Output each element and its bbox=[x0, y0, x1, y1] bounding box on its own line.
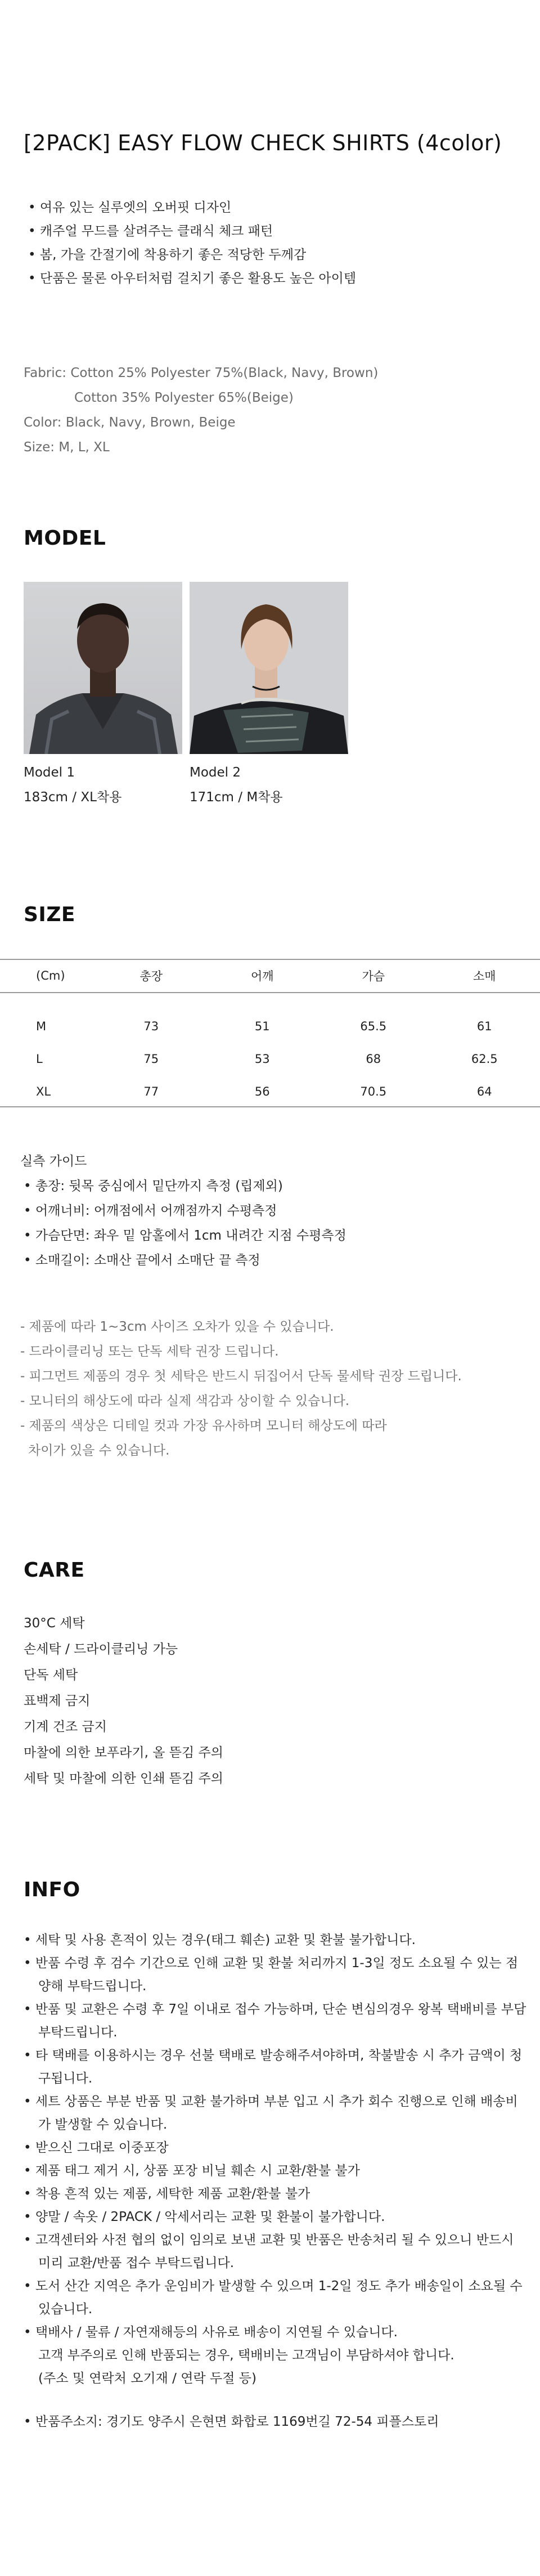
table-cell: M bbox=[36, 1020, 47, 1033]
info-item: • 반품 수령 후 검수 기간으로 인해 교환 및 환불 처리까지 1-3일 정도 소요될 수 있는 점 양해 부탁드립니다. bbox=[24, 1952, 530, 1998]
guide-item: • 어깨너비: 어깨점에서 어깨점까지 수평측정 bbox=[20, 1199, 346, 1223]
intro-item: • 단품은 물론 아우터처럼 걸치기 좋은 활용도 높은 아이템 bbox=[28, 267, 356, 290]
care-item: 30°C 세탁 bbox=[24, 1616, 85, 1631]
care-item: 세탁 및 마찰에 의한 인쇄 뜯김 주의 bbox=[24, 1771, 223, 1786]
note-line: - 피그먼트 제품의 경우 첫 세탁은 반드시 뒤집어서 단독 물세탁 권장 드립니다. bbox=[20, 1369, 462, 1384]
intro-item: • 봄, 가을 간절기에 착용하기 좋은 적당한 두께감 bbox=[28, 243, 356, 267]
table-cell: 77 bbox=[143, 1085, 159, 1098]
column-header: 소매 bbox=[472, 970, 496, 983]
product-specs bbox=[24, 361, 378, 460]
size-notes bbox=[20, 1314, 462, 1463]
size-heading: SIZE bbox=[24, 903, 76, 926]
guide-title: 실측 가이드 bbox=[20, 1154, 87, 1169]
care-item: 표백제 금지 bbox=[24, 1694, 91, 1708]
product-title: [2PACK] EASY FLOW CHECK SHIRTS (4color) bbox=[24, 131, 502, 155]
color-line: Color: Black, Navy, Brown, Beige bbox=[24, 415, 236, 430]
size-line: Size: M, L, XL bbox=[24, 440, 110, 455]
table-cell: 61 bbox=[476, 1020, 492, 1033]
column-header: 총장 bbox=[140, 970, 163, 983]
note-line: - 드라이클리닝 또는 단독 세탁 권장 드립니다. bbox=[20, 1344, 279, 1359]
model-info: 171cm / M착용 bbox=[190, 790, 283, 805]
table-header-row bbox=[0, 959, 540, 992]
table-cell: 56 bbox=[254, 1085, 270, 1098]
info-item: • 양말 / 속옷 / 2PACK / 악세서리는 교환 및 환불이 불가합니다. bbox=[24, 2206, 530, 2229]
table-cell: 51 bbox=[254, 1020, 270, 1033]
info-item: • 고객센터와 사전 협의 없이 임의로 보낸 교환 및 반품은 반송처리 될 수 있으니 반드시 미리 교환/반품 접수 부탁드립니다. bbox=[24, 2229, 530, 2275]
info-item: • 세탁 및 사용 흔적이 있는 경우(태그 훼손) 교환 및 환불 불가합니다. bbox=[24, 1929, 530, 1952]
table-cell: 68 bbox=[366, 1052, 381, 1066]
model-1-caption bbox=[24, 760, 182, 810]
guide-item: • 총장: 뒷목 중심에서 밑단까지 측정 (립제외) bbox=[20, 1174, 346, 1199]
fabric-line: Fabric: Cotton 25% Polyester 75%(Black, Navy, Brown) bbox=[24, 366, 379, 380]
model-2-photo bbox=[190, 582, 348, 754]
info-sub-line: (주소 및 연락처 오기재 / 연락 두절 등) bbox=[38, 2371, 256, 2386]
care-item: 단독 세탁 bbox=[24, 1668, 78, 1682]
info-item: • 타 택배를 이용하시는 경우 선불 택배로 발송해주셔야하며, 착불발송 시 추가 금액이 청구됩니다. bbox=[24, 2044, 530, 2090]
care-list bbox=[24, 1610, 223, 1792]
table-row bbox=[0, 1010, 540, 1043]
care-heading: CARE bbox=[24, 1559, 85, 1582]
model-info: 183cm / XL착용 bbox=[24, 790, 122, 805]
info-item: • 택배사 / 물류 / 자연재해등의 사유로 배송이 지연될 수 있습니다. bbox=[24, 2321, 530, 2344]
table-cell: 64 bbox=[476, 1085, 492, 1098]
care-item: 기계 건조 금지 bbox=[24, 1720, 107, 1734]
table-header-rule bbox=[0, 992, 540, 993]
info-item: • 받으신 그대로 이중포장 bbox=[24, 2137, 530, 2160]
guide-list bbox=[20, 1174, 346, 1273]
column-header: 가슴 bbox=[362, 970, 385, 983]
care-item: 손세탁 / 드라이클리닝 가능 bbox=[24, 1642, 178, 1657]
return-address: • 반품주소지: 경기도 양주시 은현면 화합로 1169번길 72-54 피플스토리 bbox=[24, 2411, 530, 2434]
intro-item: • 여유 있는 실루엣의 오버핏 디자인 bbox=[28, 196, 356, 219]
model-heading: MODEL bbox=[24, 527, 106, 550]
table-bottom-rule bbox=[0, 1106, 540, 1107]
care-item: 마찰에 의한 보푸라기, 올 뜯김 주의 bbox=[24, 1745, 223, 1760]
info-item: • 세트 상품은 부분 반품 및 교환 불가하며 부분 입고 시 추가 회수 진행으로 인해 배송비가 발생할 수 있습니다. bbox=[24, 2090, 530, 2137]
table-cell: 53 bbox=[254, 1052, 270, 1066]
model-name: Model 2 bbox=[190, 765, 241, 780]
table-cell: 65.5 bbox=[360, 1020, 387, 1033]
guide-item: • 가슴단면: 좌우 밑 암홀에서 1cm 내려간 지점 수평측정 bbox=[20, 1223, 346, 1248]
info-item: • 제품 태그 제거 시, 상품 포장 비닐 훼손 시 교환/환불 불가 bbox=[24, 2160, 530, 2183]
table-cell: XL bbox=[36, 1085, 51, 1098]
info-item: • 착용 흔적 있는 제품, 세탁한 제품 교환/환불 불가 bbox=[24, 2183, 530, 2206]
table-cell: 73 bbox=[143, 1020, 159, 1033]
info-list bbox=[24, 1929, 530, 2434]
note-line: - 제품에 따라 1~3cm 사이즈 오차가 있을 수 있습니다. bbox=[20, 1320, 334, 1334]
table-cell: L bbox=[36, 1052, 43, 1066]
note-line: - 제품의 색상은 디테일 컷과 가장 유사하며 모니터 해상도에 따라 bbox=[20, 1419, 387, 1433]
fabric-line: Cotton 35% Polyester 65%(Beige) bbox=[74, 391, 294, 405]
table-row bbox=[0, 1075, 540, 1108]
model-card bbox=[24, 582, 182, 810]
info-sub-line: 고객 부주의로 인해 반품되는 경우, 택배비는 고객님이 부담하셔야 합니다. bbox=[38, 2348, 454, 2363]
model-2-caption bbox=[190, 760, 348, 810]
guide-item: • 소매길이: 소매산 끝에서 소매단 끝 측정 bbox=[20, 1248, 346, 1273]
info-item: • 반품 및 교환은 수령 후 7일 이내로 접수 가능하며, 단순 변심의경우 왕복 택배비를 부담 부탁드립니다. bbox=[24, 1998, 530, 2044]
size-table bbox=[0, 959, 540, 992]
table-cell: 62.5 bbox=[471, 1052, 498, 1066]
table-cell: 70.5 bbox=[360, 1085, 387, 1098]
table-row bbox=[0, 1043, 540, 1075]
model-1-photo bbox=[24, 582, 182, 754]
model-card bbox=[190, 582, 348, 810]
measure-guide bbox=[20, 1149, 346, 1273]
size-table-body bbox=[0, 1010, 540, 1108]
table-cell: 75 bbox=[143, 1052, 159, 1066]
note-line: - 모니터의 해상도에 따라 실제 색감과 상이할 수 있습니다. bbox=[20, 1394, 350, 1408]
column-header: (Cm) bbox=[36, 969, 65, 982]
info-heading: INFO bbox=[24, 1878, 80, 1901]
model-name: Model 1 bbox=[24, 765, 75, 780]
intro-item: • 캐주얼 무드를 살려주는 클래식 체크 패턴 bbox=[28, 219, 356, 243]
column-header: 어깨 bbox=[250, 970, 274, 983]
note-line: 차이가 있을 수 있습니다. bbox=[28, 1443, 170, 1458]
product-intro-list bbox=[28, 196, 356, 290]
info-item: • 도서 산간 지역은 추가 운임비가 발생할 수 있으며 1-2일 정도 추가 배송일이 소요될 수 있습니다. bbox=[24, 2275, 530, 2321]
